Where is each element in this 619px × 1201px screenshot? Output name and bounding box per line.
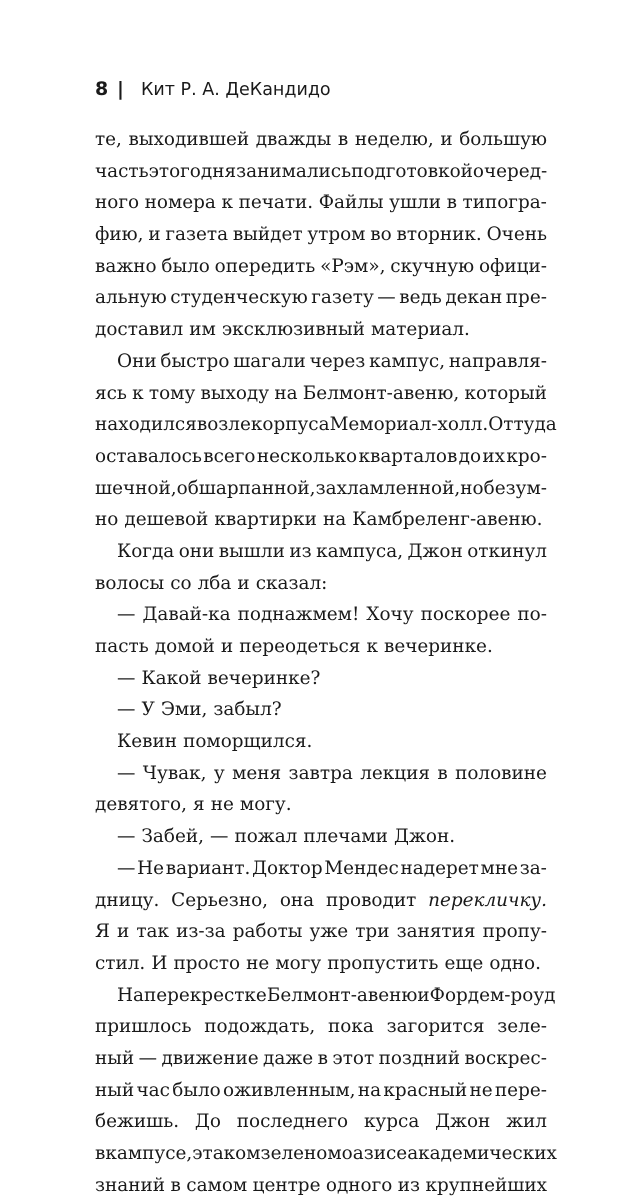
- text-word: девятого,: [95, 794, 187, 816]
- text-line: [95, 853, 547, 885]
- text-word: Они: [117, 350, 157, 372]
- text-word: У: [141, 699, 155, 721]
- text-line: [95, 187, 547, 219]
- text-word: шечной,: [95, 477, 177, 499]
- text-word: курса: [363, 1111, 420, 1133]
- text-word: эксклюзивный: [221, 319, 365, 341]
- text-word: воскрес-: [464, 1047, 547, 1069]
- text-word: волосы: [95, 572, 165, 594]
- text-word: кампус,: [369, 350, 446, 372]
- text-word: во: [370, 224, 392, 246]
- text-word: очеред-: [472, 160, 548, 182]
- text-word: из: [289, 540, 312, 562]
- text-word: неделю,: [354, 129, 434, 150]
- text-line: [95, 378, 547, 410]
- text-word: —: [117, 699, 136, 721]
- text-word: дважды: [255, 129, 332, 150]
- text-word: стил.: [95, 952, 146, 974]
- text-word: —: [117, 604, 136, 626]
- text-word: даже: [263, 1047, 314, 1069]
- text-word: поднажмем!: [237, 604, 360, 626]
- text-word: за-: [519, 857, 547, 879]
- text-line: [95, 758, 547, 790]
- text-word: я: [193, 794, 205, 816]
- text-word: Я: [95, 921, 110, 943]
- text-word: Джон: [407, 540, 463, 562]
- text-word: —: [117, 826, 136, 848]
- text-word: те,: [95, 129, 122, 150]
- text-word: захламленной,: [315, 477, 461, 499]
- text-word: загорится: [386, 1016, 485, 1038]
- text-word: Оттуда: [488, 414, 557, 436]
- text-word: студенческую: [170, 287, 308, 309]
- text-line: [95, 1011, 547, 1043]
- text-word: вечеринке?: [207, 667, 321, 689]
- text-word: до: [458, 445, 482, 467]
- text-word: направля-: [448, 350, 547, 372]
- text-word: материал.: [370, 319, 470, 341]
- text-word: на: [322, 509, 347, 531]
- text-word: перекрестке: [144, 984, 267, 1006]
- text-word: оживленным,: [223, 1079, 356, 1101]
- text-word: пасть: [95, 636, 149, 657]
- text-word: Белмонт-авеню,: [302, 382, 460, 404]
- text-word: уже: [309, 921, 349, 943]
- text-line: [95, 1138, 557, 1170]
- text-word: мне: [480, 857, 518, 879]
- text-word: Камбреленг-авеню.: [352, 509, 543, 531]
- text-word: доставил: [95, 319, 184, 341]
- body-text: [95, 124, 557, 1201]
- text-word: большую: [459, 129, 547, 150]
- text-word: могу.: [239, 794, 292, 816]
- text-word: им: [189, 319, 216, 341]
- text-word: быстро: [160, 350, 230, 372]
- text-word: но: [95, 509, 119, 531]
- text-word: Мендес: [324, 857, 399, 879]
- text-line: [95, 789, 547, 821]
- text-word: поздний: [378, 1047, 461, 1069]
- text-word: кампуса,: [316, 540, 404, 562]
- text-word: —: [210, 826, 229, 848]
- text-word: корпуса: [250, 414, 330, 436]
- text-line: [95, 124, 547, 156]
- text-word: было: [161, 255, 210, 277]
- text-line: [95, 631, 547, 663]
- text-word: —: [138, 1047, 157, 1069]
- text-word: центре: [252, 1174, 321, 1196]
- text-word: зеленом: [260, 1143, 342, 1164]
- text-word: к: [132, 382, 144, 404]
- text-word: последнего: [236, 1111, 349, 1133]
- text-word: они: [178, 540, 215, 562]
- text-word: вторник.: [396, 224, 482, 246]
- text-word: Джон.: [394, 826, 456, 848]
- text-word: движение: [161, 1047, 259, 1069]
- text-word: Хочу: [366, 604, 414, 626]
- text-word: находился: [95, 414, 197, 436]
- text-word: жил: [506, 1111, 547, 1133]
- text-word: ный: [95, 1047, 135, 1069]
- text-word: откинул: [467, 540, 547, 562]
- text-word: Очень: [486, 224, 547, 246]
- header-separator: |: [117, 78, 124, 100]
- text-word: и: [148, 224, 161, 246]
- text-line: [95, 821, 547, 853]
- text-word: к: [366, 636, 378, 657]
- text-word: одного: [325, 1174, 393, 1196]
- text-word: в: [317, 1047, 328, 1069]
- text-line: [95, 409, 557, 441]
- text-word: плечами: [303, 826, 388, 848]
- text-word: в: [95, 1143, 106, 1164]
- text-word: печати.: [238, 192, 314, 214]
- text-word: вечеринке.: [384, 636, 493, 657]
- text-word: выйдет: [232, 224, 303, 246]
- text-word: из: [397, 1174, 421, 1196]
- text-word: кампусе,: [105, 1143, 193, 1164]
- text-word: час: [136, 1079, 170, 1101]
- text-word: газета: [165, 224, 229, 246]
- text-word: И: [151, 952, 168, 974]
- text-word: Не: [137, 857, 165, 879]
- text-word: —: [117, 667, 136, 689]
- text-word: часть: [95, 160, 149, 182]
- text-word: дницу.: [95, 889, 160, 911]
- text-word: ведь: [399, 287, 442, 309]
- text-word: ного: [95, 192, 140, 214]
- text-word: Забей,: [141, 826, 204, 848]
- text-word: завтра: [288, 762, 353, 784]
- text-word: этот: [332, 1047, 375, 1069]
- text-word: Мемориал-холл.: [329, 414, 489, 436]
- text-word: —: [117, 857, 136, 879]
- text-word: у: [213, 762, 225, 784]
- text-word: выходу: [200, 382, 270, 404]
- text-line: [95, 599, 547, 631]
- text-line: [95, 1075, 547, 1107]
- text-word: декан: [445, 287, 503, 309]
- text-word: опередить: [214, 255, 316, 277]
- text-line: [95, 156, 547, 188]
- text-word: домой: [154, 636, 215, 657]
- text-word: Фордем-роуд: [429, 984, 556, 1006]
- text-line: [95, 694, 547, 726]
- text-word: Доктор: [252, 857, 323, 879]
- text-word: и: [116, 921, 130, 943]
- text-word: надерет: [400, 857, 479, 879]
- text-line: [95, 251, 547, 283]
- text-line: [95, 980, 556, 1012]
- text-word: кварталов: [358, 445, 458, 467]
- text-word: на: [274, 382, 298, 404]
- text-word: возле: [196, 414, 251, 436]
- text-word: Чувак,: [142, 762, 207, 784]
- text-word: тому: [148, 382, 196, 404]
- text-line: [95, 663, 547, 695]
- text-word: и: [417, 984, 430, 1006]
- text-word: знаний: [95, 1174, 166, 1196]
- text-word: академических: [407, 1143, 557, 1164]
- text-word: Какой: [141, 667, 202, 689]
- text-word: сказал:: [255, 572, 328, 594]
- text-word: типогра-: [462, 192, 547, 214]
- text-word: могу: [275, 952, 322, 974]
- text-line: [95, 948, 547, 980]
- page-header: [95, 78, 331, 106]
- text-word: важно: [95, 255, 157, 277]
- text-word: несколько: [256, 445, 358, 467]
- text-line: [95, 885, 547, 917]
- text-word: бежишь.: [95, 1111, 180, 1133]
- text-word: который: [464, 382, 547, 404]
- text-word: пока: [328, 1016, 374, 1038]
- text-word: подождать,: [204, 1016, 316, 1038]
- text-word: поскорее: [420, 604, 511, 626]
- text-line: [95, 726, 547, 758]
- text-line: [95, 916, 547, 948]
- text-word: на: [357, 1079, 382, 1101]
- text-line: [95, 473, 547, 505]
- text-word: в: [337, 129, 349, 150]
- text-word: ушли: [389, 192, 441, 214]
- text-word: еще: [444, 952, 484, 974]
- text-word: зеле-: [497, 1016, 547, 1038]
- text-word: Джон: [435, 1111, 491, 1133]
- text-word: красный: [383, 1079, 468, 1101]
- text-word: самом: [186, 1174, 248, 1196]
- text-word: всего: [203, 445, 256, 467]
- text-line: [95, 1043, 547, 1075]
- text-word: просто: [173, 952, 241, 974]
- text-word: дня: [200, 160, 237, 182]
- page-number: 8: [95, 78, 109, 100]
- text-word: альную: [95, 287, 167, 309]
- text-word: в: [446, 192, 457, 214]
- text-line: [95, 346, 547, 378]
- text-word: ный: [95, 1079, 135, 1101]
- text-word: Когда: [117, 540, 175, 562]
- text-word: забыл?: [213, 699, 282, 721]
- text-word: лекция: [360, 762, 430, 784]
- text-word: так: [136, 921, 169, 943]
- text-word: На: [117, 984, 145, 1006]
- text-word: офици-: [478, 255, 547, 277]
- text-word: переодеться: [239, 636, 361, 657]
- text-word: пожал: [234, 826, 298, 848]
- text-word: в: [437, 762, 448, 784]
- text-word: ясь: [95, 382, 127, 404]
- text-word: квартирки: [214, 509, 317, 531]
- text-word: поморщился.: [183, 731, 313, 753]
- text-word: занимались: [236, 160, 352, 182]
- text-word: фию,: [95, 224, 144, 246]
- text-word: номера: [144, 192, 216, 214]
- text-word: занятия: [396, 921, 476, 943]
- text-word: Белмонт-авеню: [266, 984, 418, 1006]
- text-word: и: [220, 636, 234, 657]
- running-head-author: Кит Р. А. ДеКандидо: [141, 80, 331, 100]
- text-word: дешевой: [124, 509, 209, 531]
- text-word: Файлы: [318, 192, 384, 214]
- text-word: из-за: [176, 921, 226, 943]
- text-word: перекличку.: [428, 889, 547, 911]
- text-word: вышли: [218, 540, 285, 562]
- text-word: скучную: [390, 255, 475, 277]
- text-word: одно.: [489, 952, 541, 974]
- text-word: лба: [197, 572, 232, 594]
- text-word: и: [440, 129, 453, 150]
- text-word: в: [170, 1174, 181, 1196]
- text-word: через: [309, 350, 366, 372]
- text-word: работы: [232, 921, 303, 943]
- text-word: пре-: [505, 287, 547, 309]
- text-line: [95, 504, 547, 536]
- text-word: Эми,: [160, 699, 208, 721]
- text-word: пришлось: [95, 1016, 192, 1038]
- text-word: газету: [311, 287, 374, 309]
- text-word: пропу-: [482, 921, 547, 943]
- text-line: [95, 219, 547, 251]
- text-line: [95, 314, 547, 346]
- text-line: [95, 536, 547, 568]
- text-word: —: [377, 287, 396, 309]
- text-word: выходившей: [128, 129, 250, 150]
- text-word: кро-: [506, 445, 547, 467]
- text-word: их: [482, 445, 506, 467]
- text-word: Давай-ка: [142, 604, 231, 626]
- text-word: Серьезно,: [171, 889, 269, 911]
- text-word: не: [210, 794, 234, 816]
- text-word: До: [194, 1111, 221, 1133]
- text-word: вариант.: [165, 857, 251, 879]
- text-word: со: [170, 572, 192, 594]
- text-word: шагали: [233, 350, 306, 372]
- text-word: обшарпанной,: [176, 477, 316, 499]
- text-word: «Рэм»,: [320, 255, 386, 277]
- text-word: крупнейших: [425, 1174, 547, 1196]
- text-line: [95, 441, 547, 473]
- text-word: к: [221, 192, 233, 214]
- text-word: было: [172, 1079, 221, 1101]
- text-word: меня: [232, 762, 282, 784]
- text-line: [95, 1106, 547, 1138]
- text-word: три: [355, 921, 390, 943]
- text-word: не: [469, 1079, 493, 1101]
- text-word: этаком: [192, 1143, 261, 1164]
- text-line: [95, 1170, 547, 1201]
- text-word: пропустить: [327, 952, 439, 974]
- text-word: утром: [307, 224, 366, 246]
- text-word: —: [117, 762, 136, 784]
- text-word: пере-: [494, 1079, 547, 1101]
- text-word: оазисе: [341, 1143, 408, 1164]
- text-word: не: [246, 952, 270, 974]
- text-word: безум-: [483, 477, 547, 499]
- text-word: она: [279, 889, 315, 911]
- text-word: но: [460, 477, 484, 499]
- text-word: проводит: [325, 889, 417, 911]
- text-line: [95, 282, 547, 314]
- text-word: подготовкой: [351, 160, 473, 182]
- text-word: этого: [148, 160, 201, 182]
- text-line: [95, 568, 547, 600]
- text-word: по-: [517, 604, 547, 626]
- text-word: и: [237, 572, 250, 594]
- text-word: половине: [455, 762, 547, 784]
- text-word: Кевин: [117, 731, 177, 753]
- text-word: оставалось: [95, 445, 202, 467]
